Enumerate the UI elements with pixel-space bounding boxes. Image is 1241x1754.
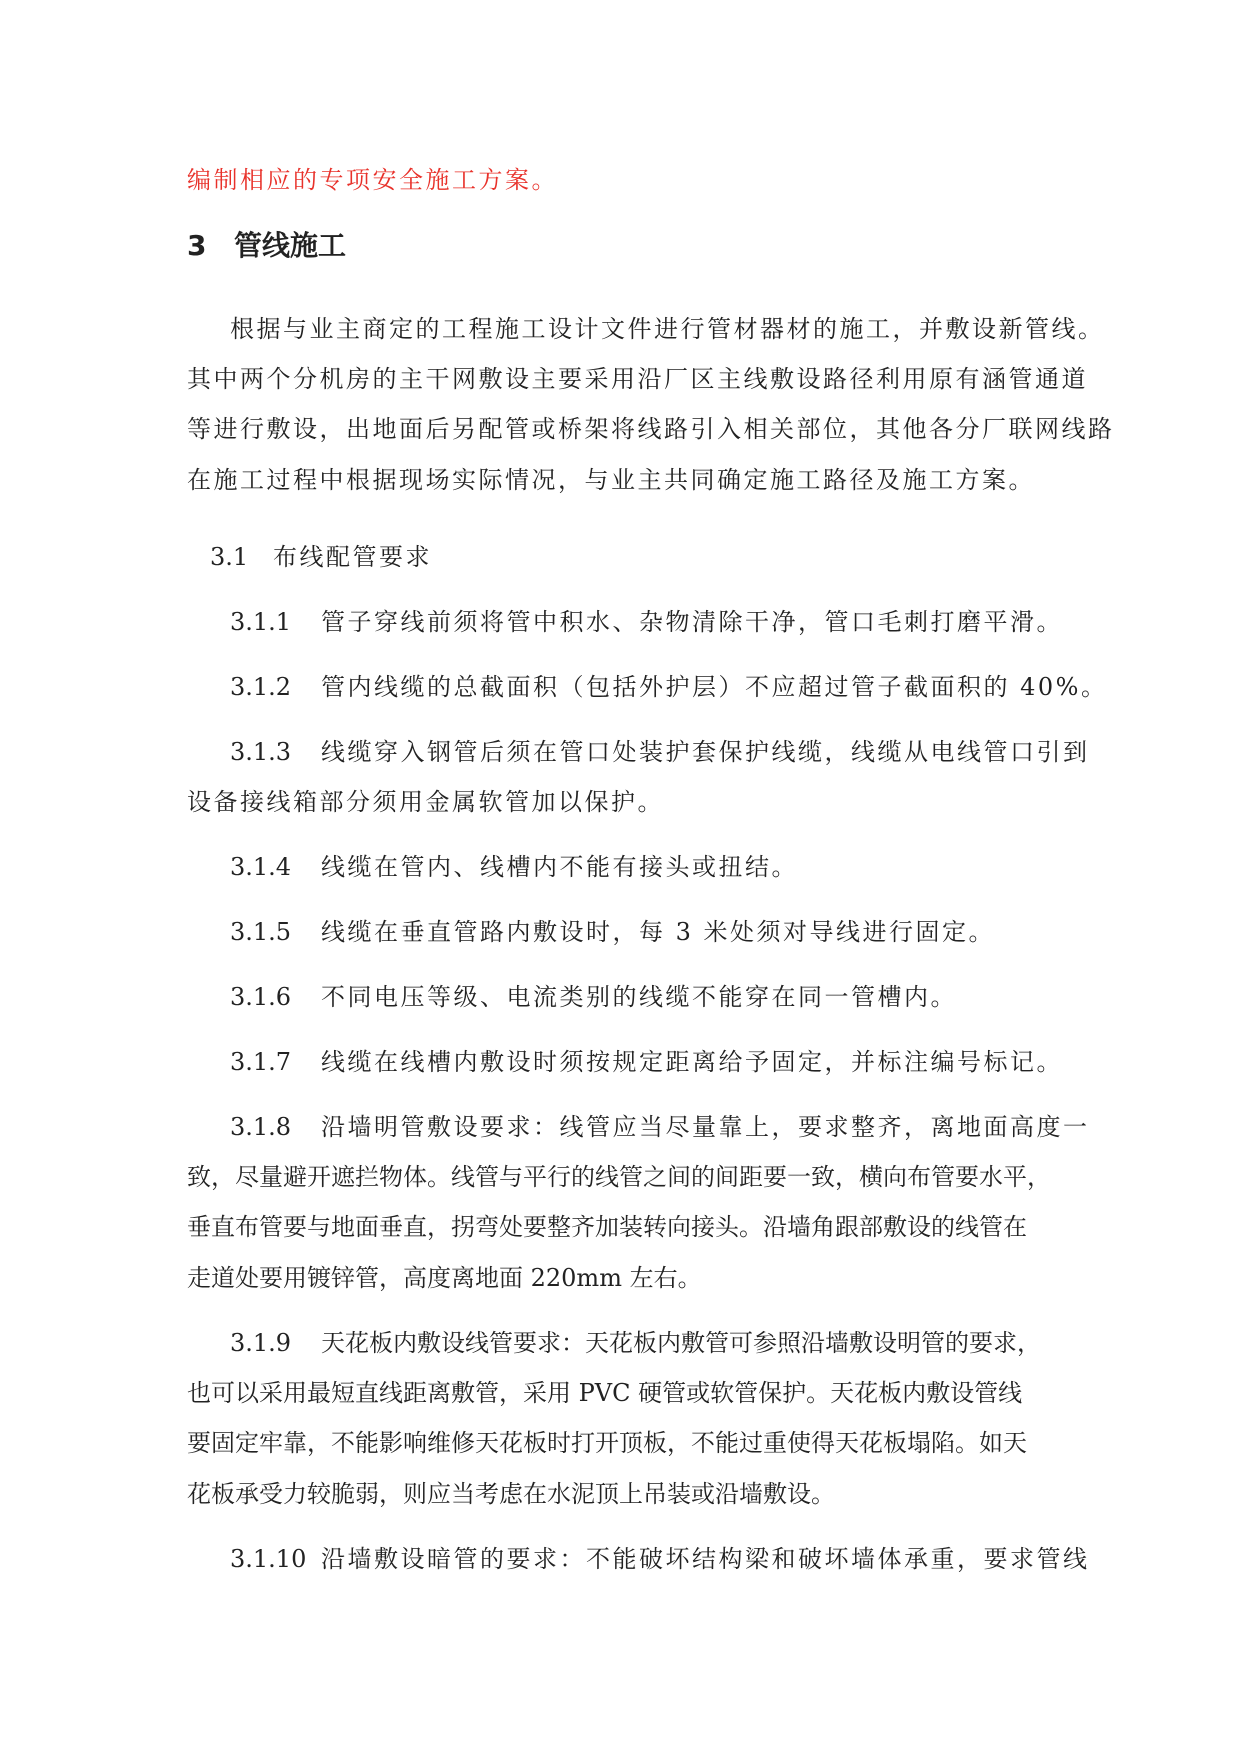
list-item xyxy=(230,1111,1090,1143)
subsection-number: 3.1 xyxy=(210,543,249,571)
list-item xyxy=(230,671,1107,703)
item-continuation: 垂直布管要与地面垂直，拐弯处要整齐加装转向接头。沿墙角跟部敷设的线管在 xyxy=(187,1213,1027,1241)
item-text: 沿墙敷设暗管的要求：不能破坏结构梁和破坏墙体承重，要求管线 xyxy=(321,1545,1090,1573)
item-text: 沿墙明管敷设要求：线管应当尽量靠上，要求整齐，离地面高度一 xyxy=(321,1113,1090,1141)
item-text: 线缆在管内、线槽内不能有接头或扭结。 xyxy=(321,853,798,881)
intro-line: 根据与业主商定的工程施工设计文件进行管材器材的施工，并敷设新管线。 xyxy=(230,315,1105,343)
item-text: 线缆在线槽内敷设时须按规定距离给予固定，并标注编号标记。 xyxy=(321,1048,1063,1076)
carryover-line: 编制相应的专项安全施工方案。 xyxy=(187,166,558,194)
item-number: 3.1.9 xyxy=(230,1329,292,1357)
item-number: 3.1.2 xyxy=(230,673,292,701)
item-number: 3.1.7 xyxy=(230,1048,292,1076)
item-continuation: 走道处要用镀锌管，高度离地面 220mm 左右。 xyxy=(187,1264,702,1292)
list-item xyxy=(230,736,1090,768)
item-continuation: 要固定牢靠，不能影响维修天花板时打开顶板，不能过重使得天花板塌陷。如天 xyxy=(187,1429,1027,1457)
item-number: 3.1.8 xyxy=(230,1113,292,1141)
item-number: 3.1.1 xyxy=(230,608,292,636)
list-item xyxy=(230,1543,1090,1575)
item-number: 3.1.6 xyxy=(230,983,292,1011)
item-text: 线缆穿入钢管后须在管口处装护套保护线缆，线缆从电线管口引到 xyxy=(321,738,1090,766)
section-number: 3 xyxy=(187,229,207,262)
item-continuation: 设备接线箱部分须用金属软管加以保护。 xyxy=(187,788,664,816)
subsection-title: 布线配管要求 xyxy=(273,543,432,571)
item-number: 3.1.10 xyxy=(230,1545,307,1573)
list-item xyxy=(230,851,798,883)
item-continuation: 致，尽量避开遮拦物体。线管与平行的线管之间的间距要一致，横向布管要水平， xyxy=(187,1163,1051,1191)
list-item xyxy=(230,916,995,948)
intro-line: 其中两个分机房的主干网敷设主要采用沿厂区主线敷设路径利用原有涵管通道 xyxy=(187,365,1088,393)
list-item xyxy=(230,981,957,1013)
item-number: 3.1.5 xyxy=(230,918,292,946)
section-heading xyxy=(187,228,346,264)
list-item xyxy=(230,1327,1041,1359)
item-continuation: 花板承受力较脆弱，则应当考虑在水泥顶上吊装或沿墙敷设。 xyxy=(187,1480,835,1508)
list-item xyxy=(230,1046,1063,1078)
item-continuation: 也可以采用最短直线距离敷管，采用 PVC 硬管或软管保护。天花板内敷设管线 xyxy=(187,1379,1023,1407)
item-text: 线缆在垂直管路内敷设时，每 3 米处须对导线进行固定。 xyxy=(321,918,996,946)
section-title: 管线施工 xyxy=(234,229,347,262)
item-number: 3.1.3 xyxy=(230,738,292,766)
list-item xyxy=(230,606,1063,638)
intro-line: 在施工过程中根据现场实际情况，与业主共同确定施工路径及施工方案。 xyxy=(187,466,1035,494)
item-text: 管内线缆的总截面积（包括外护层）不应超过管子截面积的 40%。 xyxy=(321,673,1108,701)
intro-line: 等进行敷设，出地面后另配管或桥架将线路引入相关部位，其他各分厂联网线路 xyxy=(187,415,1115,443)
subsection-heading xyxy=(210,541,432,573)
item-number: 3.1.4 xyxy=(230,853,292,881)
item-text: 天花板内敷设线管要求：天花板内敷管可参照沿墙敷设明管的要求， xyxy=(321,1329,1041,1357)
item-text: 不同电压等级、电流类别的线缆不能穿在同一管槽内。 xyxy=(321,983,957,1011)
item-text: 管子穿线前须将管中积水、杂物清除干净，管口毛刺打磨平滑。 xyxy=(321,608,1063,636)
